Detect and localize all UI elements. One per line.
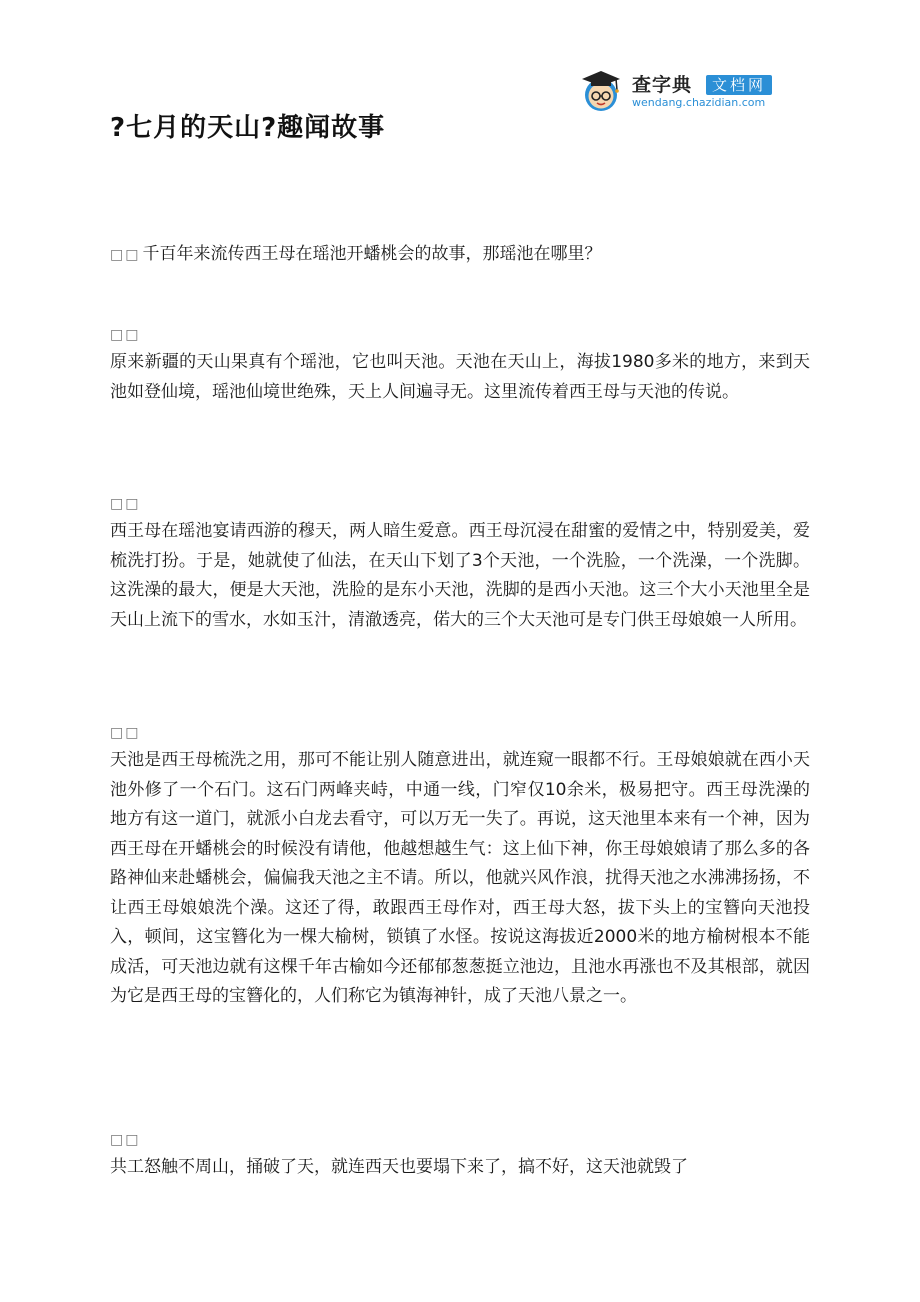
paragraph-text: 西王母在瑶池宴请西游的穆天，两人暗生爱意。西王母沉浸在甜蜜的爱情之中，特别爱美，爱梳洗打扮。于是，她就使了仙法，在天山下划了3个天池，一个洗脸，一个洗澡，一个洗脚。这洗澡的最大，便是大天池，洗脸的是东小天池，洗脚的是西小天池。这三个大小天池里全是天山上流下的雪水，水如玉汁，清澈透亮，偌大的三个大天池可是专门供王母娘娘一人所用。 bbox=[110, 521, 810, 630]
paragraph-marker: □□ bbox=[110, 327, 141, 343]
paragraph-marker: □□ bbox=[110, 496, 141, 512]
paragraph bbox=[110, 240, 810, 271]
paragraph-text: 天池是西王母梳洗之用，那可不能让别人随意进出，就连窥一眼都不行。王母娘娘就在西小天池外修了一个石门。这石门两峰夹峙，中通一线，门窄仅10余米，极易把守。西王母洗澡的地方有这一道门，就派小白龙去看守，可以万无一失了。再说，这天池里本来有一个神，因为西王母在开蟠桃会的时候没有请他，他越想越生气：这上仙下神，你王母娘娘请了那么多的各路神仙来赴蟠桃会，偏偏我天池之主不请。所以，他就兴风作浪，扰得天池之水沸沸扬扬，不让西王母娘娘洗个澡。这还了得，敢跟西王母作对，西王母大怒，拔下头上的宝簪向天池投入，顿间，这宝簪化为一棵大榆树，锁镇了水怪。按说这海拔近2000米的地方榆树根本不能成活，可天池边就有这棵千年古榆如今还郁郁葱葱挺立池边，且池水再涨也不及其根部，就因为它是西王母的宝簪化的，人们称它为镇海神针，成了天池八景之一。 bbox=[110, 750, 810, 1006]
graduate-mascot-icon bbox=[576, 66, 626, 116]
paragraph bbox=[110, 720, 810, 1012]
site-logo[interactable] bbox=[576, 66, 806, 114]
paragraph bbox=[110, 322, 810, 407]
logo-tag: 文档网 bbox=[706, 75, 772, 95]
paragraph-text: 共工怒触不周山，捅破了天，就连西天也要塌下来了，搞不好，这天池就毁了 bbox=[110, 1157, 688, 1177]
paragraph-text: 原来新疆的天山果真有个瑶池，它也叫天池。天池在天山上，海拔1980多米的地方，来到天池如登仙境，瑶池仙境世绝殊，天上人间遍寻无。这里流传着西王母与天池的传说。 bbox=[110, 352, 810, 402]
paragraph-marker: □□ bbox=[110, 247, 141, 263]
paragraph-text: 千百年来流传西王母在瑶池开蟠桃会的故事，那瑶池在哪里？ bbox=[142, 244, 602, 264]
paragraph-marker: □□ bbox=[110, 725, 141, 741]
paragraph bbox=[110, 491, 810, 635]
paragraph bbox=[110, 1127, 810, 1183]
logo-name: 查字典 bbox=[632, 74, 693, 96]
logo-url[interactable]: wendang.chazidian.com bbox=[632, 96, 766, 109]
paragraph-marker: □□ bbox=[110, 1132, 141, 1148]
document-title: ?七月的天山?趣闻故事 bbox=[110, 113, 386, 143]
